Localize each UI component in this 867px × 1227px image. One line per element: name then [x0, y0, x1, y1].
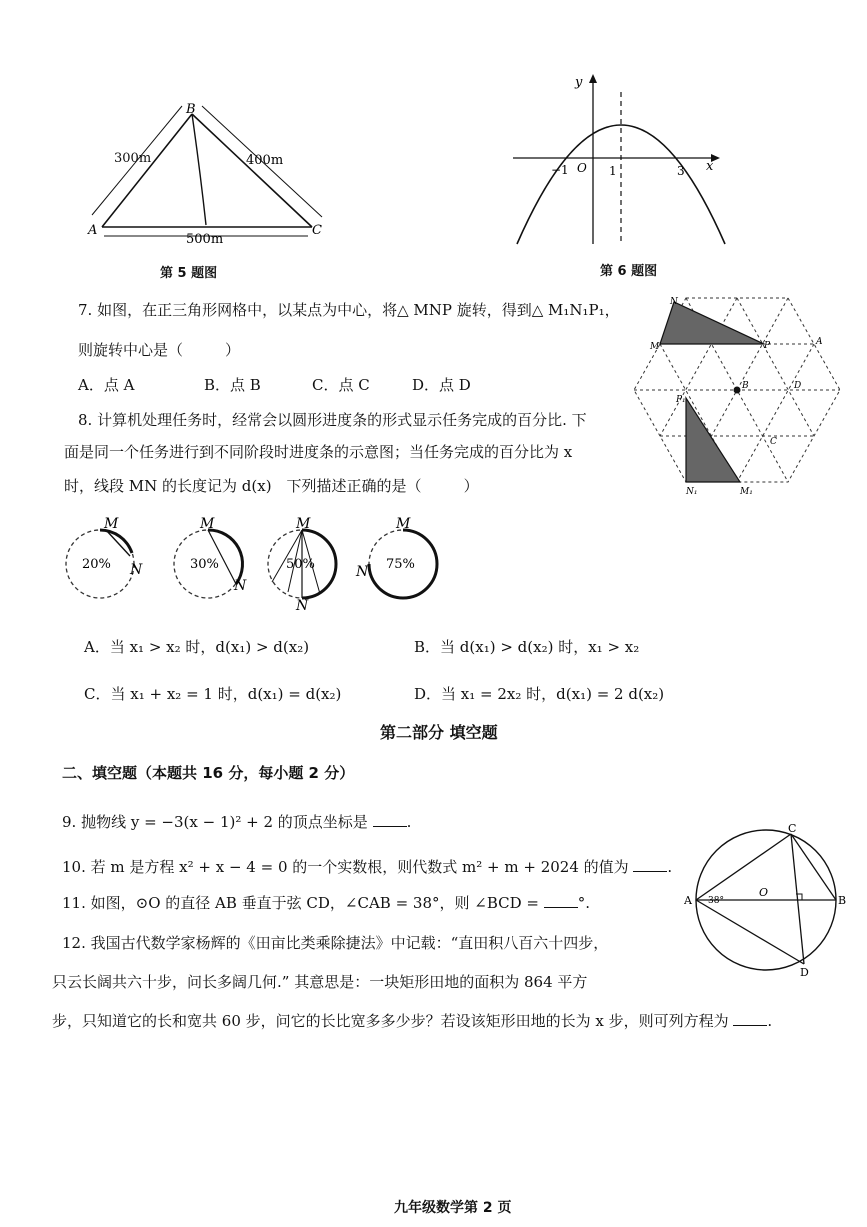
- question-8-option-c: C．当 x₁ + x₂ = 1 时，d(x₁) = d(x₂): [84, 685, 342, 703]
- question-8-option-a: A．当 x₁ > x₂ 时，d(x₁) > d(x₂): [84, 638, 310, 656]
- progress-label-75: 75%: [386, 557, 415, 572]
- fig11-label-o: O: [759, 886, 769, 899]
- page-footer: 九年级数学第 2 页: [394, 1200, 512, 1216]
- figure-6-parabola: [505, 72, 730, 247]
- progress-label-30: 30%: [190, 557, 219, 572]
- answer-blank: [544, 907, 578, 908]
- point-n-label: N: [296, 598, 309, 612]
- fig6-tick-3: 3: [677, 164, 685, 178]
- progress-label-20: 20%: [82, 557, 111, 572]
- point-n-label: N: [234, 578, 247, 594]
- figure-7-triangle-grid: [630, 294, 855, 500]
- question-11: [62, 893, 590, 913]
- point-n-label: N: [356, 564, 369, 580]
- question-8-option-d: D．当 x₁ = 2x₂ 时，d(x₁) = 2 d(x₂): [414, 685, 665, 703]
- part-2-title: 第二部分 填空题: [380, 723, 498, 742]
- fig5-length-ab: 300m: [114, 151, 152, 166]
- progress-circle-50: [268, 516, 336, 612]
- fig7-label-d: D: [794, 381, 802, 391]
- question-12-text: 步，只知道它的长和宽共 60 步，问它的长比宽多多少步？若设该矩形田地的长为 x 步，则可列方程为: [52, 1012, 729, 1030]
- fig7-label-m1: M₁: [740, 487, 753, 497]
- fig6-axis-y: y: [575, 75, 583, 90]
- fig7-label-c: C: [770, 437, 777, 447]
- question-8-line-3: [64, 476, 479, 496]
- fig6-tick-neg1: −1: [551, 163, 569, 177]
- answer-blank: [733, 1025, 767, 1026]
- question-12-line-2: 只云长阔共六十步，问长多阔几何.” 其意思是：一块矩形田地的面积为 864 平方: [52, 973, 588, 991]
- fig7-label-b: B: [742, 381, 749, 391]
- fig7-label-m: M: [650, 342, 660, 352]
- question-8-option-b: B．当 d(x₁) > d(x₂) 时，x₁ > x₂: [414, 638, 640, 656]
- question-7-line-1: 7. 如图，在正三角形网格中，以某点为中心，将△ MNP 旋转，得到△ M₁N₁P₁，: [78, 301, 620, 319]
- question-12-line-3: [52, 1011, 772, 1031]
- question-7-stem-end: 则旋转中心是（: [78, 341, 184, 359]
- answer-blank: [373, 826, 407, 827]
- progress-circles: [58, 512, 448, 612]
- answer-blank: [633, 871, 667, 872]
- fig7-label-a: A: [816, 337, 823, 347]
- question-7-line-2: [78, 340, 240, 360]
- fig11-label-b: B: [838, 894, 847, 907]
- point-m-label: M: [296, 516, 311, 532]
- question-11-text: 11. 如图，⊙O 的直径 AB 垂直于弦 CD，∠CAB = 38°，则 ∠BCD =: [62, 894, 539, 912]
- question-7-option-a: A．点 A: [78, 376, 135, 394]
- question-9-text: 9. 抛物线 y = −3(x − 1)² + 2 的顶点坐标是: [62, 813, 368, 831]
- fig11-label-d: D: [800, 966, 809, 979]
- question-9-end: .: [406, 813, 412, 831]
- question-8-stem-end: 时，线段 MN 的长度记为 d(x) 下列描述正确的是（: [64, 477, 422, 495]
- point-n-label: N: [130, 562, 143, 578]
- progress-circle-30: [174, 516, 247, 598]
- fig11-label-a: A: [684, 894, 692, 907]
- question-10-end: .: [667, 858, 673, 876]
- fig5-label-c: C: [312, 223, 322, 238]
- question-8-line-2: 面是同一个任务进行到不同阶段时进度条的示意图；当任务完成的百分比为 x: [64, 443, 573, 461]
- fig5-length-ac: 500m: [186, 232, 224, 247]
- fig6-tick-1: 1: [609, 164, 617, 178]
- question-8-line-1: 8. 计算机处理任务时，经常会以圆形进度条的形式显示任务完成的百分比. 下: [78, 411, 587, 429]
- part-2-subtitle: 二、填空题（本题共 16 分，每小题 2 分）: [62, 764, 355, 782]
- fig5-label-b: B: [186, 102, 196, 117]
- progress-circle-20: [66, 516, 143, 598]
- question-11-end: °.: [577, 894, 591, 912]
- fig7-label-n: N: [670, 297, 678, 307]
- question-7-option-b: B．点 B: [204, 376, 261, 394]
- figure-5-triangle: [80, 100, 340, 250]
- figure-11-circle: [684, 822, 854, 982]
- fig6-origin: O: [577, 161, 587, 175]
- figure-6-caption: 第 6 题图: [600, 264, 658, 279]
- fig7-label-p: P: [764, 341, 771, 351]
- question-12-end: .: [767, 1012, 773, 1030]
- fig5-length-bc: 400m: [246, 153, 284, 168]
- fig11-angle: 38°: [708, 896, 724, 906]
- fig7-label-p1: P₁: [676, 395, 686, 405]
- fig6-axis-x: x: [706, 159, 714, 174]
- fig5-label-a: A: [88, 223, 98, 238]
- fig11-label-c: C: [788, 822, 797, 835]
- question-8-paren-close: ）: [463, 477, 479, 495]
- question-10-text: 10. 若 m 是方程 x² + x − 4 = 0 的一个实数根，则代数式 m² + m + 2024 的值为: [62, 858, 629, 876]
- question-10: [62, 857, 672, 877]
- point-m-label: M: [200, 516, 215, 532]
- progress-label-50: 50%: [286, 557, 315, 572]
- question-9: [62, 812, 411, 832]
- progress-circle-75: [355, 516, 437, 598]
- point-m-label: M: [396, 516, 411, 532]
- point-m-label: M: [104, 516, 119, 532]
- question-7-paren-close: ）: [225, 341, 241, 359]
- figure-5-caption: 第 5 题图: [160, 266, 218, 281]
- question-7-option-c: C．点 C: [312, 376, 370, 394]
- question-7-option-d: D．点 D: [412, 376, 471, 394]
- question-12-line-1: 12. 我国古代数学家杨辉的《田亩比类乘除捷法》中记载：“直田积八百六十四步，: [62, 934, 609, 952]
- fig7-label-n1: N₁: [686, 487, 698, 497]
